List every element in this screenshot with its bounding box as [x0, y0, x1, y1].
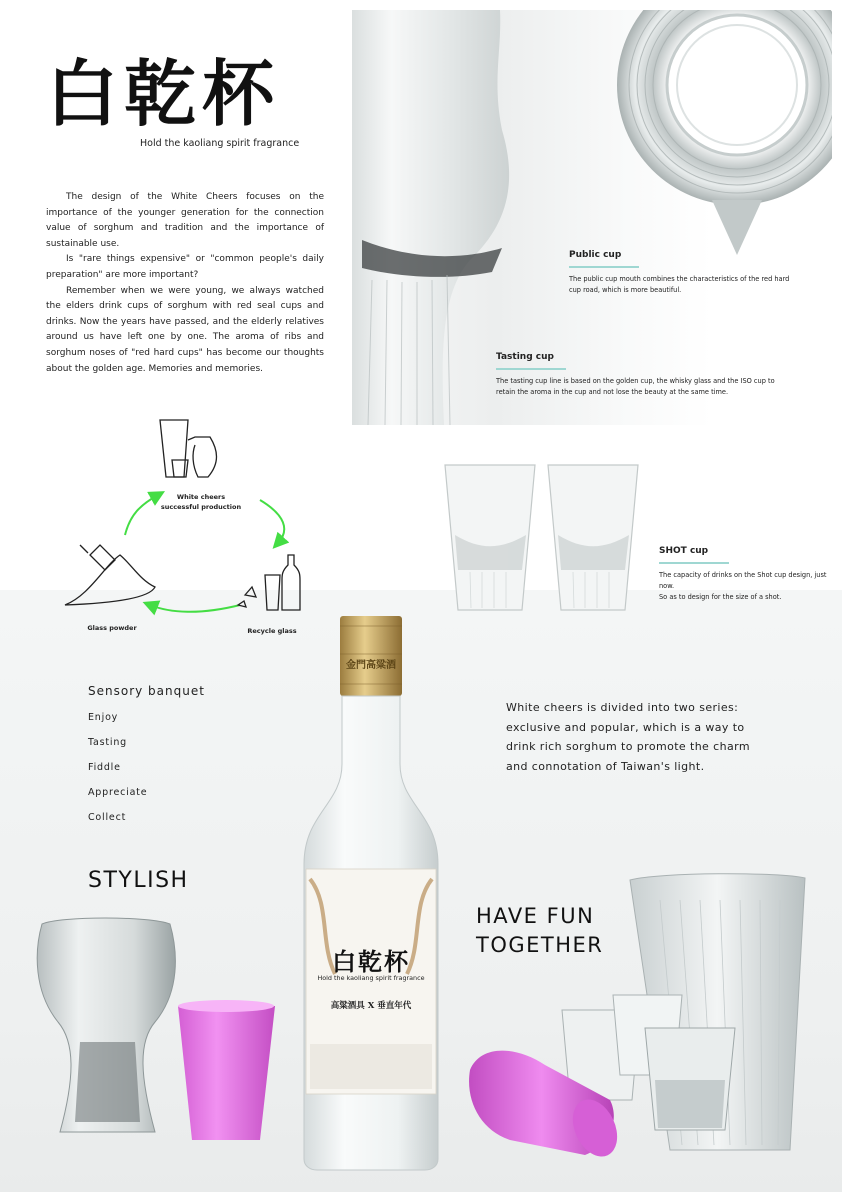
- shot-cup-text-line: So as to design for the size of a shot.: [659, 592, 782, 601]
- stylish-heading: STYLISH: [88, 868, 189, 893]
- sensory-item: Enjoy: [88, 712, 119, 723]
- public-cup-title: Public cup: [569, 250, 622, 260]
- have-fun-line: TOGETHER: [476, 933, 604, 957]
- cycle-label-line: successful production: [160, 503, 242, 511]
- public-cup-text: The public cup mouth combines the characteristics of the red hard cup road, which is more beautiful.: [569, 274, 790, 294]
- sensory-item: Appreciate: [88, 787, 148, 798]
- sensory-item: Collect: [88, 812, 127, 823]
- tasting-cup-title: Tasting cup: [496, 352, 554, 362]
- series-line: and connotation of Taiwan's light.: [506, 759, 705, 773]
- cups-icon: [160, 420, 217, 477]
- intro-paragraph: Is "rare things expensive" or "common people's daily preparation" are more important?: [46, 254, 324, 280]
- sensory-item: Fiddle: [88, 762, 121, 773]
- intro-paragraph: Remember when we were young, we always watched the elders drink cups of sorghum with red seal cups and drinks. Now the years have passed, and the elderly relatives around us have left one by one. The aroma of ribs and sorghum noses of "red hard cups" has become our thoughts about the golden age. Memories and memories.: [46, 285, 324, 374]
- page-subtitle: Hold the kaoliang spirit fragrance: [140, 138, 300, 149]
- bottle-label-subtitle: Hold the kaoliang spirit fragrance: [317, 974, 425, 982]
- bottle-illustration: [300, 614, 442, 1174]
- recycle-cycle-diagram: [60, 415, 320, 630]
- caption-divider: [496, 368, 566, 370]
- series-description: [506, 698, 796, 776]
- cycle-label-powder: Glass powder: [87, 624, 137, 632]
- series-line: White cheers is divided into two series:: [506, 701, 739, 714]
- recycle-glass-icon: [238, 555, 300, 610]
- cycle-label-production: [146, 492, 256, 512]
- bottle-label-series: 高粱酒具 X 垂直年代: [330, 1001, 412, 1011]
- shot-cup-caption: [659, 546, 834, 603]
- kaoliang-bottle: [300, 614, 442, 1174]
- intro-paragraph: The design of the White Cheers focuses on the importance of the younger generation for the connection value of sorghum and tradition and the importance of sustainable use.: [46, 192, 324, 249]
- sensory-title: Sensory banquet: [88, 684, 205, 698]
- have-fun-line: HAVE FUN: [476, 904, 595, 928]
- cycle-label-line: White cheers: [176, 493, 226, 501]
- together-cups-illustration: [460, 870, 840, 1170]
- stylish-cups-illustration: [20, 912, 290, 1152]
- bottle-cap-text: 金門高粱酒: [346, 660, 396, 671]
- caption-divider: [569, 266, 639, 268]
- page-title: 白乾杯: [46, 51, 281, 136]
- glass-powder-icon: [65, 545, 155, 605]
- shot-cup-title: SHOT cup: [659, 546, 709, 556]
- tasting-cup-text: The tasting cup line is based on the golden cup, the whisky glass and the ISO cup to retain the aroma in the cup and not lose the beauty at the same time.: [496, 376, 775, 396]
- series-line: drink rich sorghum to promote the charm: [506, 740, 750, 753]
- sensory-item: Tasting: [88, 737, 128, 748]
- bottle-label-title: 白乾杯: [332, 947, 410, 976]
- cycle-label-recycle: Recycle glass: [247, 627, 297, 635]
- shot-cups-illustration: [440, 460, 645, 615]
- shot-cup-text-line: The capacity of drinks on the Shot cup design, just now.: [659, 570, 827, 590]
- public-cup-caption: [569, 250, 799, 296]
- tasting-cup-caption: [496, 352, 786, 398]
- caption-divider: [659, 562, 729, 564]
- series-line: exclusive and popular, which is a way to: [506, 720, 745, 734]
- intro-text: [46, 190, 324, 377]
